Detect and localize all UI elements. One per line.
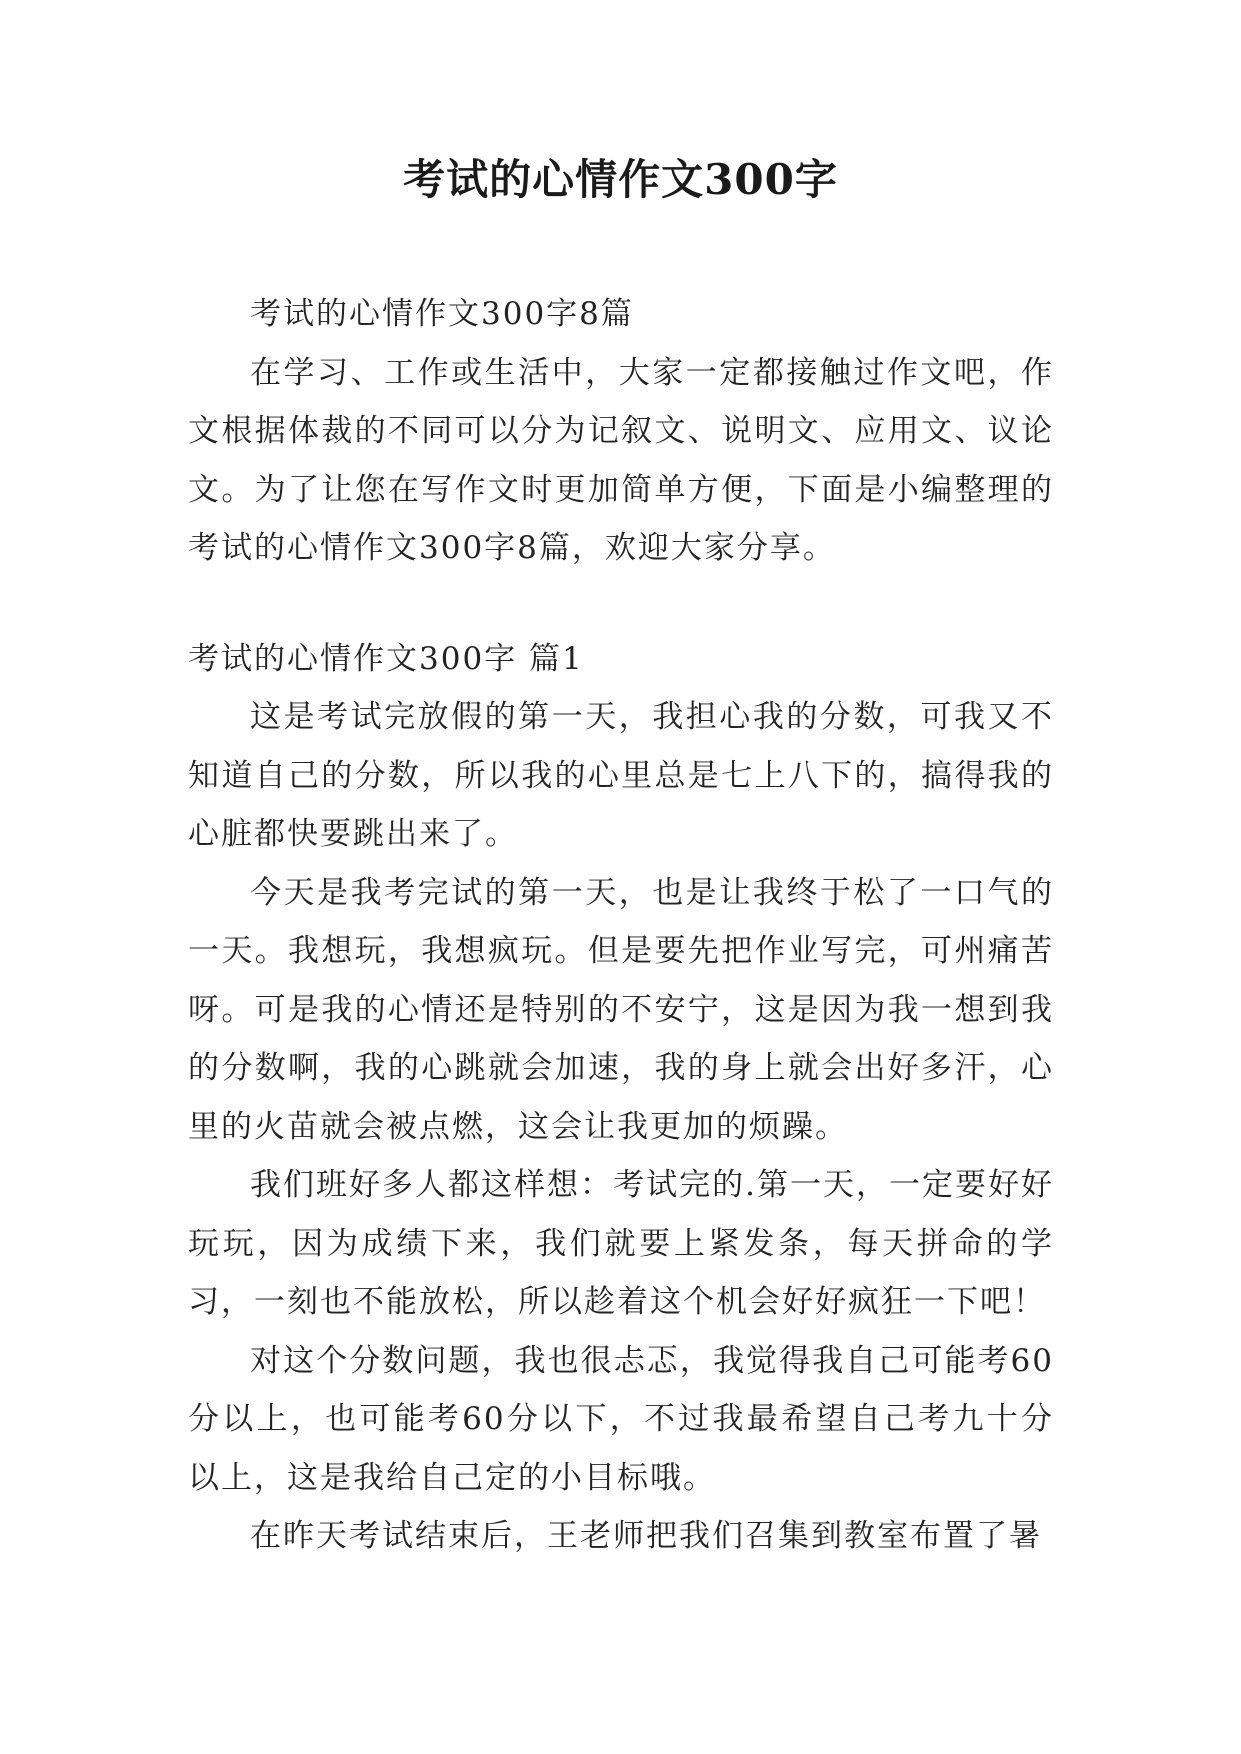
body-paragraph: 对这个分数问题，我也很忐忑，我觉得我自己可能考60分以上，也可能考60分以下，不过我最希望自己考九十分以上，这是我给自己定的小目标哦。 [188,1342,1054,1496]
intro-heading: 考试的心情作文300字8篇 [250,296,634,332]
body-paragraph: 今天是我考完试的第一天，也是让我终于松了一口气的一天。我想玩，我想疯玩。但是要先把作业写完，可州痛苦呀。可是我的心情还是特别的不安宁，这是因为我一想到我的分数啊，我的心跳就会加速，我的身上就会出好多汗，心里的火苗就会被点燃，这会让我更加的烦躁。 [188,874,1054,1145]
body-paragraph: 我们班好多人都这样想：考试完的.第一天，一定要好好玩玩，因为成绩下来，我们就要上紧发条，每天拼命的学习，一刻也不能放松，所以趁着这个机会好好疯狂一下吧！ [188,1167,1054,1320]
intro-paragraph: 在学习、工作或生活中，大家一定都接触过作文吧，作文根据体裁的不同可以分为记叙文、说明文、应用文、议论文。为了让您在写作文时更加简单方便，下面是小编整理的考试的心情作文300字8篇，欢迎大家分享。 [188,354,1054,566]
body-paragraph: 这是考试完放假的第一天，我担心我的分数，可我又不知道自己的分数，所以我的心里总是七上八下的，搞得我的心脏都快要跳出来了。 [188,699,1054,852]
document-title: 考试的心情作文300字 [403,155,838,204]
document-body [188,285,1054,1566]
section-heading: 考试的心情作文300字 篇1 [188,640,584,677]
body-paragraph: 在昨天考试结束后，王老师把我们召集到教室布置了暑 [250,1518,1042,1554]
